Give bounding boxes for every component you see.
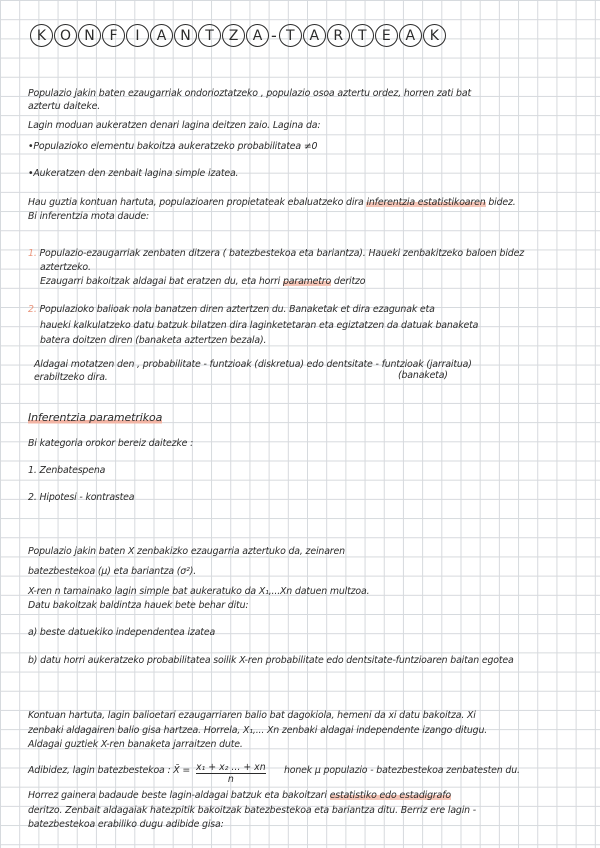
point-2-line: Aldagai motatzen den , probabilitate - funtzioak (diskretua) edo dentsitate - funtzioak (jarraitua)	[34, 359, 472, 370]
point-1-line: aztertzeko.	[40, 262, 91, 273]
final-line: batezbestekoa erabiliko dugu adibide gisa:	[28, 819, 224, 830]
inference-line: Hau guztia kontuan hartuta, populazioaren propietateak ebaluatzeko dira inferentzia estatistikoaren bidez.	[28, 197, 516, 208]
title-letter: A	[150, 24, 173, 47]
title-letter: K	[30, 24, 53, 47]
intro-line: aztertu daiteke.	[28, 101, 101, 112]
title-letter: R	[327, 24, 350, 47]
inference-line: Bi inferentzia mota daude:	[28, 211, 150, 222]
title-letter: A	[399, 24, 422, 47]
population-line: Populazio jakin baten X zenbakizko ezaugarria aztertuko da, zeinaren	[28, 546, 345, 557]
list-number: 1.	[28, 248, 37, 259]
bullet-item: •Aukeratzen den zenbait lagina simple izatea.	[28, 168, 239, 179]
final-line: deritzo. Zenbait aldagaiak hatezpitik bakoitzak batezbestekoa eta bariantza ditu. Berriz ere lagin -	[28, 805, 477, 816]
population-line: X-ren n tamainako lagin simple bat aukeratuko da X₁,...Xn datuen multzoa.	[28, 586, 370, 597]
categories-intro: Bi kategoria orokor bereiz daitezke :	[28, 438, 194, 449]
title-letter: T	[351, 24, 374, 47]
title-dash: -	[271, 26, 277, 45]
point-2-line: batera doitzen diren (banaketa aztertzen bezala).	[40, 335, 267, 346]
category-item: 1. Zenbatespena	[28, 465, 106, 476]
title-letter: N	[174, 24, 197, 47]
section-heading: Inferentzia parametrikoa	[28, 411, 163, 424]
condition-item: a) beste datuekiko independentea izatea	[28, 627, 216, 638]
formula-fraction	[196, 762, 266, 785]
point-2-line: 2. Populazioko balioak nola banatzen diren aztertzen du. Banaketak et dira ezagunak eta	[28, 304, 435, 315]
title-letter: A	[246, 24, 269, 47]
fraction-numerator: x₁ + x₂ ... + xn	[196, 762, 266, 773]
title-letter: N	[78, 24, 101, 47]
title-letter: T	[198, 24, 221, 47]
final-line: Kontuan hartuta, lagin balioetari ezaugarriaren balio bat dagokiola, hemeni da xi datu bakoitza. Xi	[28, 710, 476, 721]
title-letter: T	[279, 24, 302, 47]
highlight: inferentzia estatistikoaren	[366, 197, 486, 208]
intro-line: Populazio jakin baten ezaugarriak ondorioztatzeko , populazio osoa aztertu ordez, horren zati bat	[28, 88, 471, 99]
title-letter: E	[375, 24, 398, 47]
point-1-line: 1. Populazio-ezaugarriak zenbaten ditzera ( batezbestekoa eta bariantza). Haueki zenbakitzeko baloen bidez	[28, 248, 524, 259]
point-2-line: erabiltzeko dira.	[34, 372, 108, 383]
formula-note: honek μ populazio - batezbestekoa zenbatesten du.	[284, 765, 520, 776]
population-line: batezbestekoa (μ) eta bariantza (σ²).	[28, 566, 197, 577]
title-letter: F	[102, 24, 125, 47]
highlight: parametro	[282, 276, 332, 287]
category-item: 2. Hipotesi - kontrastea	[28, 492, 135, 503]
final-line: Aldagai guztiek X-ren banaketa jarraitzen dute.	[28, 739, 243, 750]
bullet-item: •Populazioko elementu bakoitza aukeratzeko probabilitatea ≠0	[28, 141, 318, 152]
highlight: estatistiko edo estadigrafo	[329, 790, 451, 801]
condition-item: b) datu horri aukeratzeko probabilitatea soilik X-ren probabilitate edo dentsitate-funtzioaren baitan egotea	[28, 655, 514, 666]
final-line: zenbaki aldagairen balio gisa hartzea. Horrela, X₁,... Xn zenbaki aldagai independente izango ditugu.	[28, 725, 488, 736]
point-2-note: (banaketa)	[398, 370, 448, 381]
title-letter: A	[303, 24, 326, 47]
formula-label: Adibidez, lagin batezbestekoa : X̄ =	[28, 765, 191, 776]
fraction-denominator: n	[227, 774, 234, 785]
point-1-line: Ezaugarri bakoitzak aldagai bat eratzen du, eta horri parametro deritzo	[40, 276, 366, 287]
point-2-line: haueki kalkulatzeko datu batzuk bilatzen dira laginketetaran eta egiztatzen da datuak banaketa	[40, 320, 479, 331]
final-line: Horrez gainera badaude beste lagin-aldagai batzuk eta bakoitzari estatistiko edo estadigrafo	[28, 790, 451, 801]
title-letter: I	[126, 24, 149, 47]
title-letter: K	[423, 24, 446, 47]
title-letter: Z	[222, 24, 245, 47]
title-letter: O	[54, 24, 77, 47]
list-number: 2.	[28, 304, 37, 315]
population-line: Datu bakoitzak baldintza hauek bete behar ditu:	[28, 600, 249, 611]
page-title	[30, 24, 447, 47]
intro-line: Lagin moduan aukeratzen denari lagina deitzen zaio. Lagina da:	[28, 120, 321, 131]
